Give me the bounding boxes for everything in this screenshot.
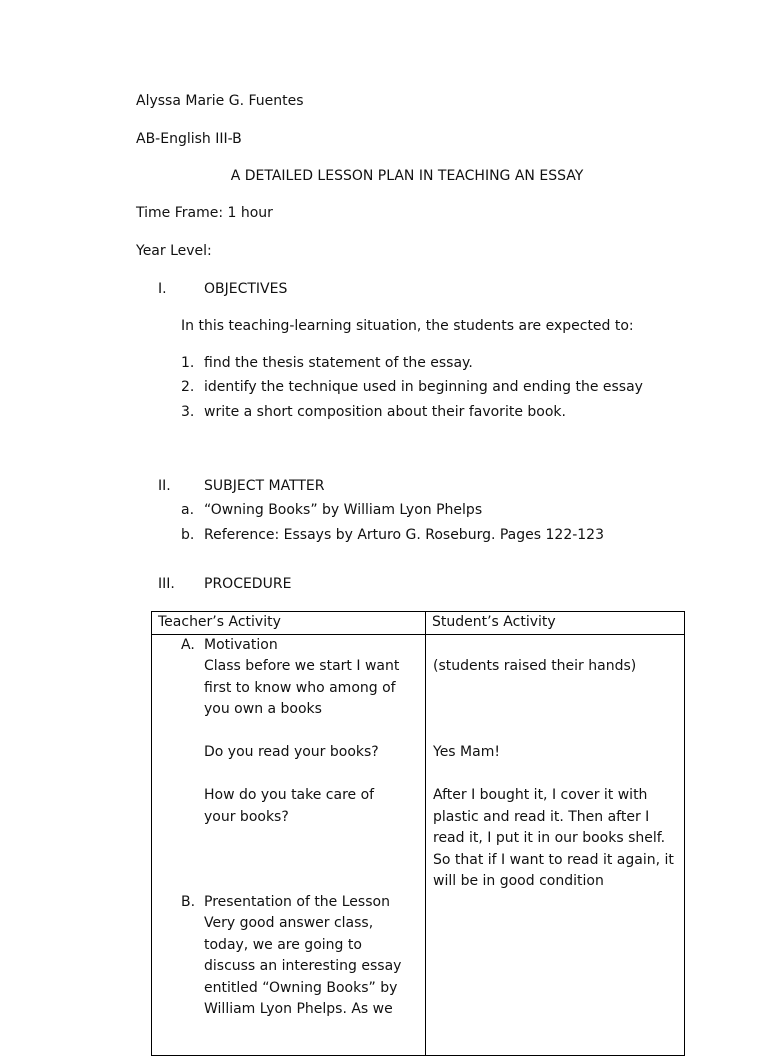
student-activity-header: Student’s Activity — [426, 612, 685, 635]
student-line: After I bought it, I cover it with — [433, 787, 648, 803]
teacher-line: How do you take care of — [204, 787, 375, 803]
teacher-line: first to know who among of — [204, 679, 396, 696]
objectives-intro: In this teaching-learning situation, the students are expected to: — [181, 318, 634, 334]
list-marker: b. — [181, 527, 195, 543]
subject-text: “Owning Books” by William Lyon Phelps — [204, 502, 483, 518]
list-marker: a. — [181, 502, 195, 518]
document-title: A DETAILED LESSON PLAN IN TEACHING AN ESSAY — [230, 168, 584, 184]
teacher-line: entitled “Owning Books” by — [204, 979, 398, 996]
objective-text: identify the technique used in beginning and ending the essay — [204, 379, 643, 395]
time-frame: Time Frame: 1 hour — [136, 205, 273, 221]
objective-item — [181, 354, 473, 372]
year-level: Year Level: — [136, 243, 212, 259]
subject-item — [181, 501, 482, 519]
objective-item — [181, 403, 566, 421]
teacher-line: Class before we start I want — [204, 658, 400, 674]
teacher-activity-cell — [152, 634, 426, 1055]
teacher-line: Motivation — [204, 636, 278, 653]
table-row — [152, 634, 685, 1055]
teacher-line: discuss an interesting essay — [204, 958, 402, 974]
teacher-line: William Lyon Phelps. As we — [204, 1001, 393, 1017]
teacher-line: Very good answer class, — [204, 915, 374, 931]
student-line: So that if I want to read it again, it — [433, 851, 674, 868]
list-marker: 1. — [181, 355, 195, 371]
section-label-b: B. — [181, 893, 196, 910]
teacher-line: you own a books — [204, 701, 322, 717]
subject-text: Reference: Essays by Arturo G. Roseburg. Pages 122-123 — [204, 527, 604, 543]
objective-item — [181, 378, 643, 396]
teacher-line: Presentation of the Lesson — [204, 893, 390, 910]
procedure-numeral: III. — [158, 576, 175, 592]
student-line: read it, I put it in our books shelf. — [433, 830, 666, 846]
section-label-a: A. — [181, 636, 195, 653]
author-name: Alyssa Marie G. Fuentes — [136, 93, 304, 109]
student-line: plastic and read it. Then after I — [433, 808, 650, 825]
list-marker: 2. — [181, 379, 195, 395]
subject-item — [181, 526, 604, 544]
teacher-line: your books? — [204, 808, 289, 825]
student-line: Yes Mam! — [433, 744, 500, 760]
table-header-row — [152, 612, 685, 635]
subject-matter-numeral: II. — [158, 478, 171, 494]
procedure-heading: PROCEDURE — [204, 576, 292, 592]
objectives-numeral: I. — [158, 281, 167, 297]
course-section: AB-English III-B — [136, 131, 242, 147]
procedure-table — [151, 611, 685, 1056]
teacher-line: today, we are going to — [204, 936, 362, 953]
student-line: will be in good condition — [433, 873, 604, 889]
subject-matter-heading: SUBJECT MATTER — [204, 478, 325, 494]
student-line: (students raised their hands) — [433, 658, 637, 674]
objective-text: find the thesis statement of the essay. — [204, 355, 473, 371]
teacher-line: Do you read your books? — [204, 744, 379, 760]
student-activity-cell — [426, 634, 685, 1055]
objectives-heading: OBJECTIVES — [204, 281, 288, 297]
list-marker: 3. — [181, 404, 195, 420]
teacher-activity-header: Teacher’s Activity — [152, 612, 426, 635]
objective-text: write a short composition about their favorite book. — [204, 404, 566, 420]
